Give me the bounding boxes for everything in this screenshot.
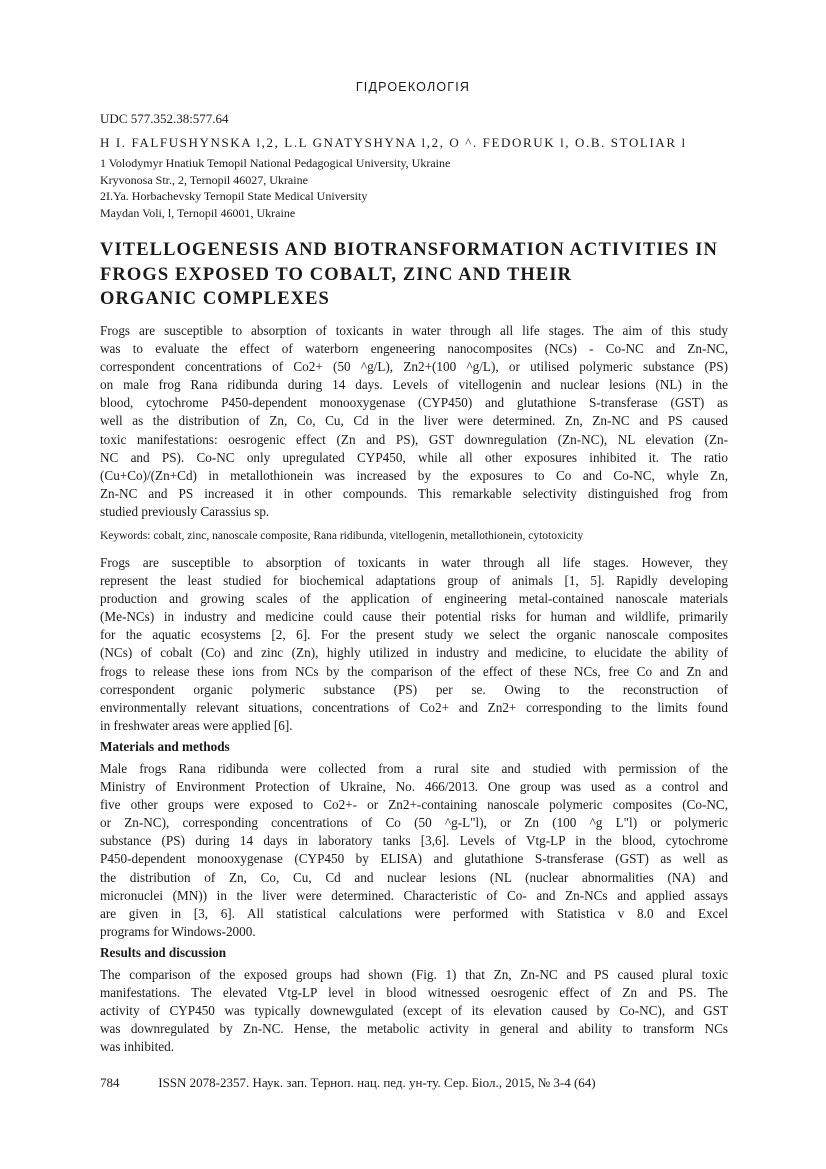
abstract-line: correspondent concentrations of Co2+ (50 ^g/L), Zn2+(100 ^g/L), or utilised polymeric substance (PS) [100,359,728,375]
abstract-line: on male frog Rana ridibunda during 14 days. Levels of vitellogenin and nuclear lesions (NL) in the [100,377,728,393]
paper-title [100,238,718,312]
results-line: was downregulated by Zn-NC. Hense, the metabolic activity in general and ability to transform NCs [100,1021,728,1037]
methods-line: or Zn-NC), corresponding concentrations of Co (50 ^g-L"l), or Zn (100 ^g L"l) or polymeric [100,815,728,831]
page-footer [100,1075,596,1091]
intro-line: Frogs are susceptible to absorption of toxicants in water through all life stages. However, they [100,555,728,570]
abstract-line: Frogs are susceptible to absorption of toxicants in water through all life stages. The aim of this study [100,323,728,338]
methods-line: programs for Windows-2000. [100,923,256,939]
title-line: ORGANIC COMPLEXES [100,289,330,309]
intro-line: for the aquatic ecosystems [2, 6]. For the present study we select the organic nanoscale composites [100,627,728,643]
abstract-line: studied previously Carassius sp. [100,503,270,519]
udc-code: UDC 577.352.38:577.64 [100,111,229,126]
page-number: 784 [100,1075,120,1090]
intro-line: (NCs) of cobalt (Co) and zinc (Zn), highly utilized in industry and medicine, to elucidate the ability of [100,645,728,661]
keywords-line: Keywords: cobalt, zinc, nanoscale composite, Rana ridibunda, vitellogenin, metallothionein, cytotoxicity [100,530,584,542]
abstract-line: well as the distribution of Zn, Co, Cu, Cd in the liver were determined. Zn, Zn-NC and PS caused [100,413,728,429]
affiliation-line: 1 Volodymyr Hnatiuk Temopil National Pedagogical University, Ukraine [100,156,451,170]
abstract-line: blood, cytochrome P450-dependent monooxygenase (CYP450) and glutathione S-transferase (GST) as [100,395,728,411]
results-line: The comparison of the exposed groups had shown (Fig. 1) that Zn, Zn-NC and PS caused plural toxic [100,967,728,982]
results-line: manifestations. The elevated Vtg-LP level in blood witnessed oesrogenic effect of Zn and PS. The [100,985,728,1001]
results-line: was inhibited. [100,1039,174,1055]
journal-citation: ISSN 2078-2357. Наук. зап. Терноп. нац. пед. ун-ту. Сер. Біол., 2015, № 3-4 (64) [158,1075,596,1090]
affiliation-line: 2I.Ya. Horbachevsky Ternopil State Medical University [100,189,368,203]
intro-line: frogs to release these ions from NCs by the comparison of the effect of these NCs, free Co and Zn and [100,663,728,679]
intro-paragraph [100,554,728,735]
intro-line: in freshwater areas were applied [6]. [100,717,293,733]
abstract-line: NC and PS). Co-NC only upregulated CYP450, while all other exposures inhibited it. The ratio [100,449,728,465]
methods-line: the distribution of Zn, Co, Cu, Cd and nuclear lesions (NL (nuclear abnormalities (NA) and [100,869,728,885]
abstract-line: toxic manifestations: oesrogenic effect (Zn and PS), GST downregulation (Zn-NC), NL elevation (Zn- [100,431,728,447]
methods-line: micronuclei (MN)) in the liver were determined. Characteristic of Co- and Zn-NCs and applied assays [100,887,728,903]
affiliation-line: Kryvonosa Str., 2, Ternopil 46027, Ukraine [100,173,308,187]
results-paragraph [100,966,728,1056]
affiliation-line: Maydan Voli, l, Ternopil 46001, Ukraine [100,206,296,220]
intro-line: environmentally relevant situations, concentrations of Co2+ and Zn2+ corresponding to the limits found [100,699,728,715]
methods-heading: Materials and methods [100,739,230,754]
methods-line: substance (PS) during 14 days in laboratory tanks [3,6]. Levels of Vtg-LP in the blood, cytochrome [100,833,728,849]
methods-line: Male frogs Rana ridibunda were collected from a rural site and studied with permission of the [100,761,728,776]
title-line: FROGS EXPOSED TO COBALT, ZINC AND THEIR [100,264,573,285]
methods-paragraph [100,760,728,941]
methods-line: are given in [3, 6]. All statistical calculations were performed with Statistica v 8.0 and Excel [100,905,728,921]
abstract-line: (Cu+Co)/(Zn+Cd) in metallothionein was increased by the exposures to Co and Co-NC, whyle Zn, [100,467,728,483]
methods-line: Ministry of Environment Protection of Ukraine, No. 466/2013. One group was used as a control and [100,779,728,795]
journal-section-header: ГІДРОЕКОЛОГІЯ [355,80,471,94]
abstract-line: Zn-NC and PS increased it in other compounds. This remarkable selectivity distinguished frog from [100,485,728,501]
intro-line: represent the least studied for biochemical adaptations group of animals [1, 5]. Rapidly developing [100,573,728,589]
intro-line: correspondent organic polymeric substance (PS) per se. Owing to the reconstruction of [100,681,728,697]
intro-line: production and growing scales of the application of engineering metal-contained nanoscale materials [100,591,728,607]
results-heading: Results and discussion [100,945,227,960]
methods-line: five other groups were exposed to Co2+- or Zn2+-containing nanoscale polymeric composites (Co-NC, [100,797,728,813]
authors-line: H I. FALFUSHYNSKA l,2, L.L GNATYSHYNA l,2, O ^. FEDORUK l, O.B. STOLIAR l [100,135,687,150]
abstract-paragraph [100,322,728,521]
title-line: VITELLOGENESIS AND BIOTRANSFORMATION ACTIVITIES IN [100,240,719,260]
methods-line: P450-dependent monooxygenase (CYP450 by ELISA) and glutathione S-transferase (GST) as well as [100,851,728,867]
results-line: activity of CYP450 was typically downewgulated (except of its elevation caused by Co-NC), and GST [100,1003,728,1019]
abstract-line: was to evaluate the effect of waterborn engeneering nanocomposites (NCs) - Co-NC and Zn-NC, [100,341,728,357]
intro-line: (Me-NCs) in industry and medicine could cause their potential risks for human and wildlife, primarily [100,609,728,625]
